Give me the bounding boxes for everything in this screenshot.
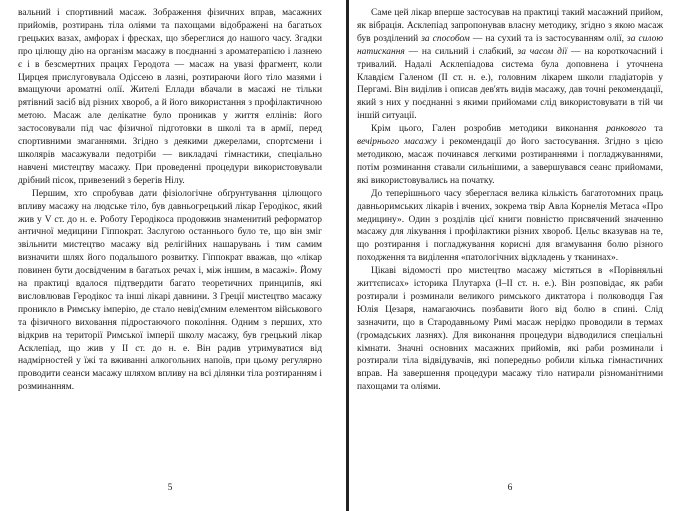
left-page bbox=[0, 0, 324, 511]
text-run: та bbox=[646, 124, 663, 135]
paragraph bbox=[18, 7, 322, 188]
text-run: Крім цього, Гален розробив методики виконання bbox=[371, 124, 607, 135]
paragraph bbox=[18, 188, 322, 395]
paragraph bbox=[357, 123, 663, 188]
text-run: Саме цей лікар вперше застосував на практиці такий масажний прийом, як вібрація. Асклепіад запропонував власну методику, згідно з якою масаж був розділений bbox=[357, 8, 663, 44]
text-run: — на сухий та із застосуванням олії, bbox=[469, 33, 628, 44]
italic-term: вечірнього масажу bbox=[357, 137, 437, 148]
page-number-right: 6 bbox=[507, 483, 513, 493]
text-run: До теперішнього часу збереглася велика кількість багатотомних праць давньоримських лікарів і вчених, зокрема твір Авла Корнелія Метаса «Про медицину». Один з розділів цієї книги повністю присвячений значенню масажу для лікування і профілактики різних хвороб. Цельс вказував на те, що розтирання і погладжування корисні для вгамування болю різного походження та виділення «патологічних відкладень у тканинах». bbox=[357, 188, 663, 264]
text-run: — на короткочасний і тривалий. Надалі Асклепіадова система була доповнена і уточнена Клавдієм Галеном (II ст. н. е.), головним лікарем школи гладіаторів у Пергамі. Він виділив і описав дев'ять видів масажу, дав точні рекомендації, який з них у поєднанні з якими прийомами слід використовувати в тій чи іншій ситуації. bbox=[357, 46, 663, 122]
text-run: — на сильний і слабкий, bbox=[404, 46, 518, 57]
right-page-text bbox=[357, 7, 663, 394]
paragraph bbox=[357, 188, 663, 265]
page-number-left: 5 bbox=[167, 483, 173, 493]
italic-term: за способом bbox=[421, 33, 470, 44]
italic-term: ранкового bbox=[606, 124, 647, 135]
text-run: Цікаві відомості про мистецтво масажу містяться в «Порівняльні життєписах» історика Плутарха (I–II ст. н. е.). Він розповідає, як раби розтирали і розминали великого римського диктатора і полководця Гая Юлія Цезаря, намагаючись позбавити його від болю в спині. Слід зазначити, що в Стародавньому Римі масаж нерідко проводили в термах (громадських лазнях). Для виконання процедури відводилися спеціальні кімнати. Значні основних масажних прийомів, які раби розминали і розтирали тіла відвідувачів, які попередньо робили кілька гімнастичних вправ. На завершення процедури масажу тіло натирали різноманітними пахощами та оліями. bbox=[357, 266, 663, 393]
left-page-text bbox=[18, 7, 322, 394]
text-run: вальний і спортивний масаж. Зображення фізичних вправ, масажних прийомів, розтирань тіла оліями та пахощами відображені на багатьох грецьких вазах, амфорах і фресках, що збереглися до нашого часу. Згадки про цілющу дію на організм масажу в поєднанні з ароматерапією і лазнею є і в безсмертних працях Геродота — масаж на увазі фрагмент, коли Цирцея прислуговувала Одіссею в лазні, розтираючи його тіло мазями і вмащуючи ароматні олії. Жителі Еллади вбачали в масажі не тільки рятівний засіб від різних хвороб, а й його використання з профілактичною метою. Масаж але делікатне було проникав у життя еллінів: його застосовували під час фізичної підготовки в школі та в армії, перед спортивними змаганнями. Згідно з деякими джерелами, спортсмени і школярів масажували педотріби — викладачі гімнастики, спеціально навчені мистецтву масажу. При проведенні процедури використовували дрібний пісок, привезений з берегів Нілу. bbox=[18, 8, 322, 186]
text-run: і рекомендації до його застосування. Згідно з цією методикою, масаж починався легкими розтираннями і погладжуваннями, потім розминання ставали сильнішими, а завершувався сеанс прийомами, які використовувались на початку. bbox=[357, 137, 663, 186]
paragraph bbox=[357, 265, 663, 394]
right-page bbox=[349, 0, 673, 511]
italic-term: за часом дії bbox=[517, 46, 568, 57]
paragraph bbox=[357, 7, 663, 123]
italic-term: за силою натискання bbox=[357, 33, 663, 57]
text-run: Першим, хто спробував дати фізіологічне обґрунтування цілющого впливу масажу на людське тіло, був давньогрецький лікар Геродікос, який жив у V ст. до н. е. Роботу Геродікоса продовжив знаменитий реформатор античної медицини Гіппократ. Заслугою останнього було те, що він зміг звільнити мистецтво масажу від релігійних нашарувань і тим самим визначити шлях його подальшого розвитку. Гіппократ вважав, що «лікар повинен бути досвідченим в багатьох речах і, між іншим, в масажі». Йому на практиці вдалося підтвердити багато теоретичних принципів, які висловлював Геродікос та інші лікарі давнини. З Греції мистецтво масажу проникло в Римську імперію, де стало невід'ємним елементом військового та фізичного виховання підростаючого покоління. Одним з перших, хто відкрив на території Римської імперії школу масажу, був грецький лікар Асклепіад, що жив у II ст. до н. е. Він радив утримуватися від надмірностей у їжі та вживанні алкогольних напоїв, при цьому регулярно проводити сеанси масажу шляхом впливу на всі ділянки тіла розтиранням і розминанням. bbox=[18, 188, 322, 393]
